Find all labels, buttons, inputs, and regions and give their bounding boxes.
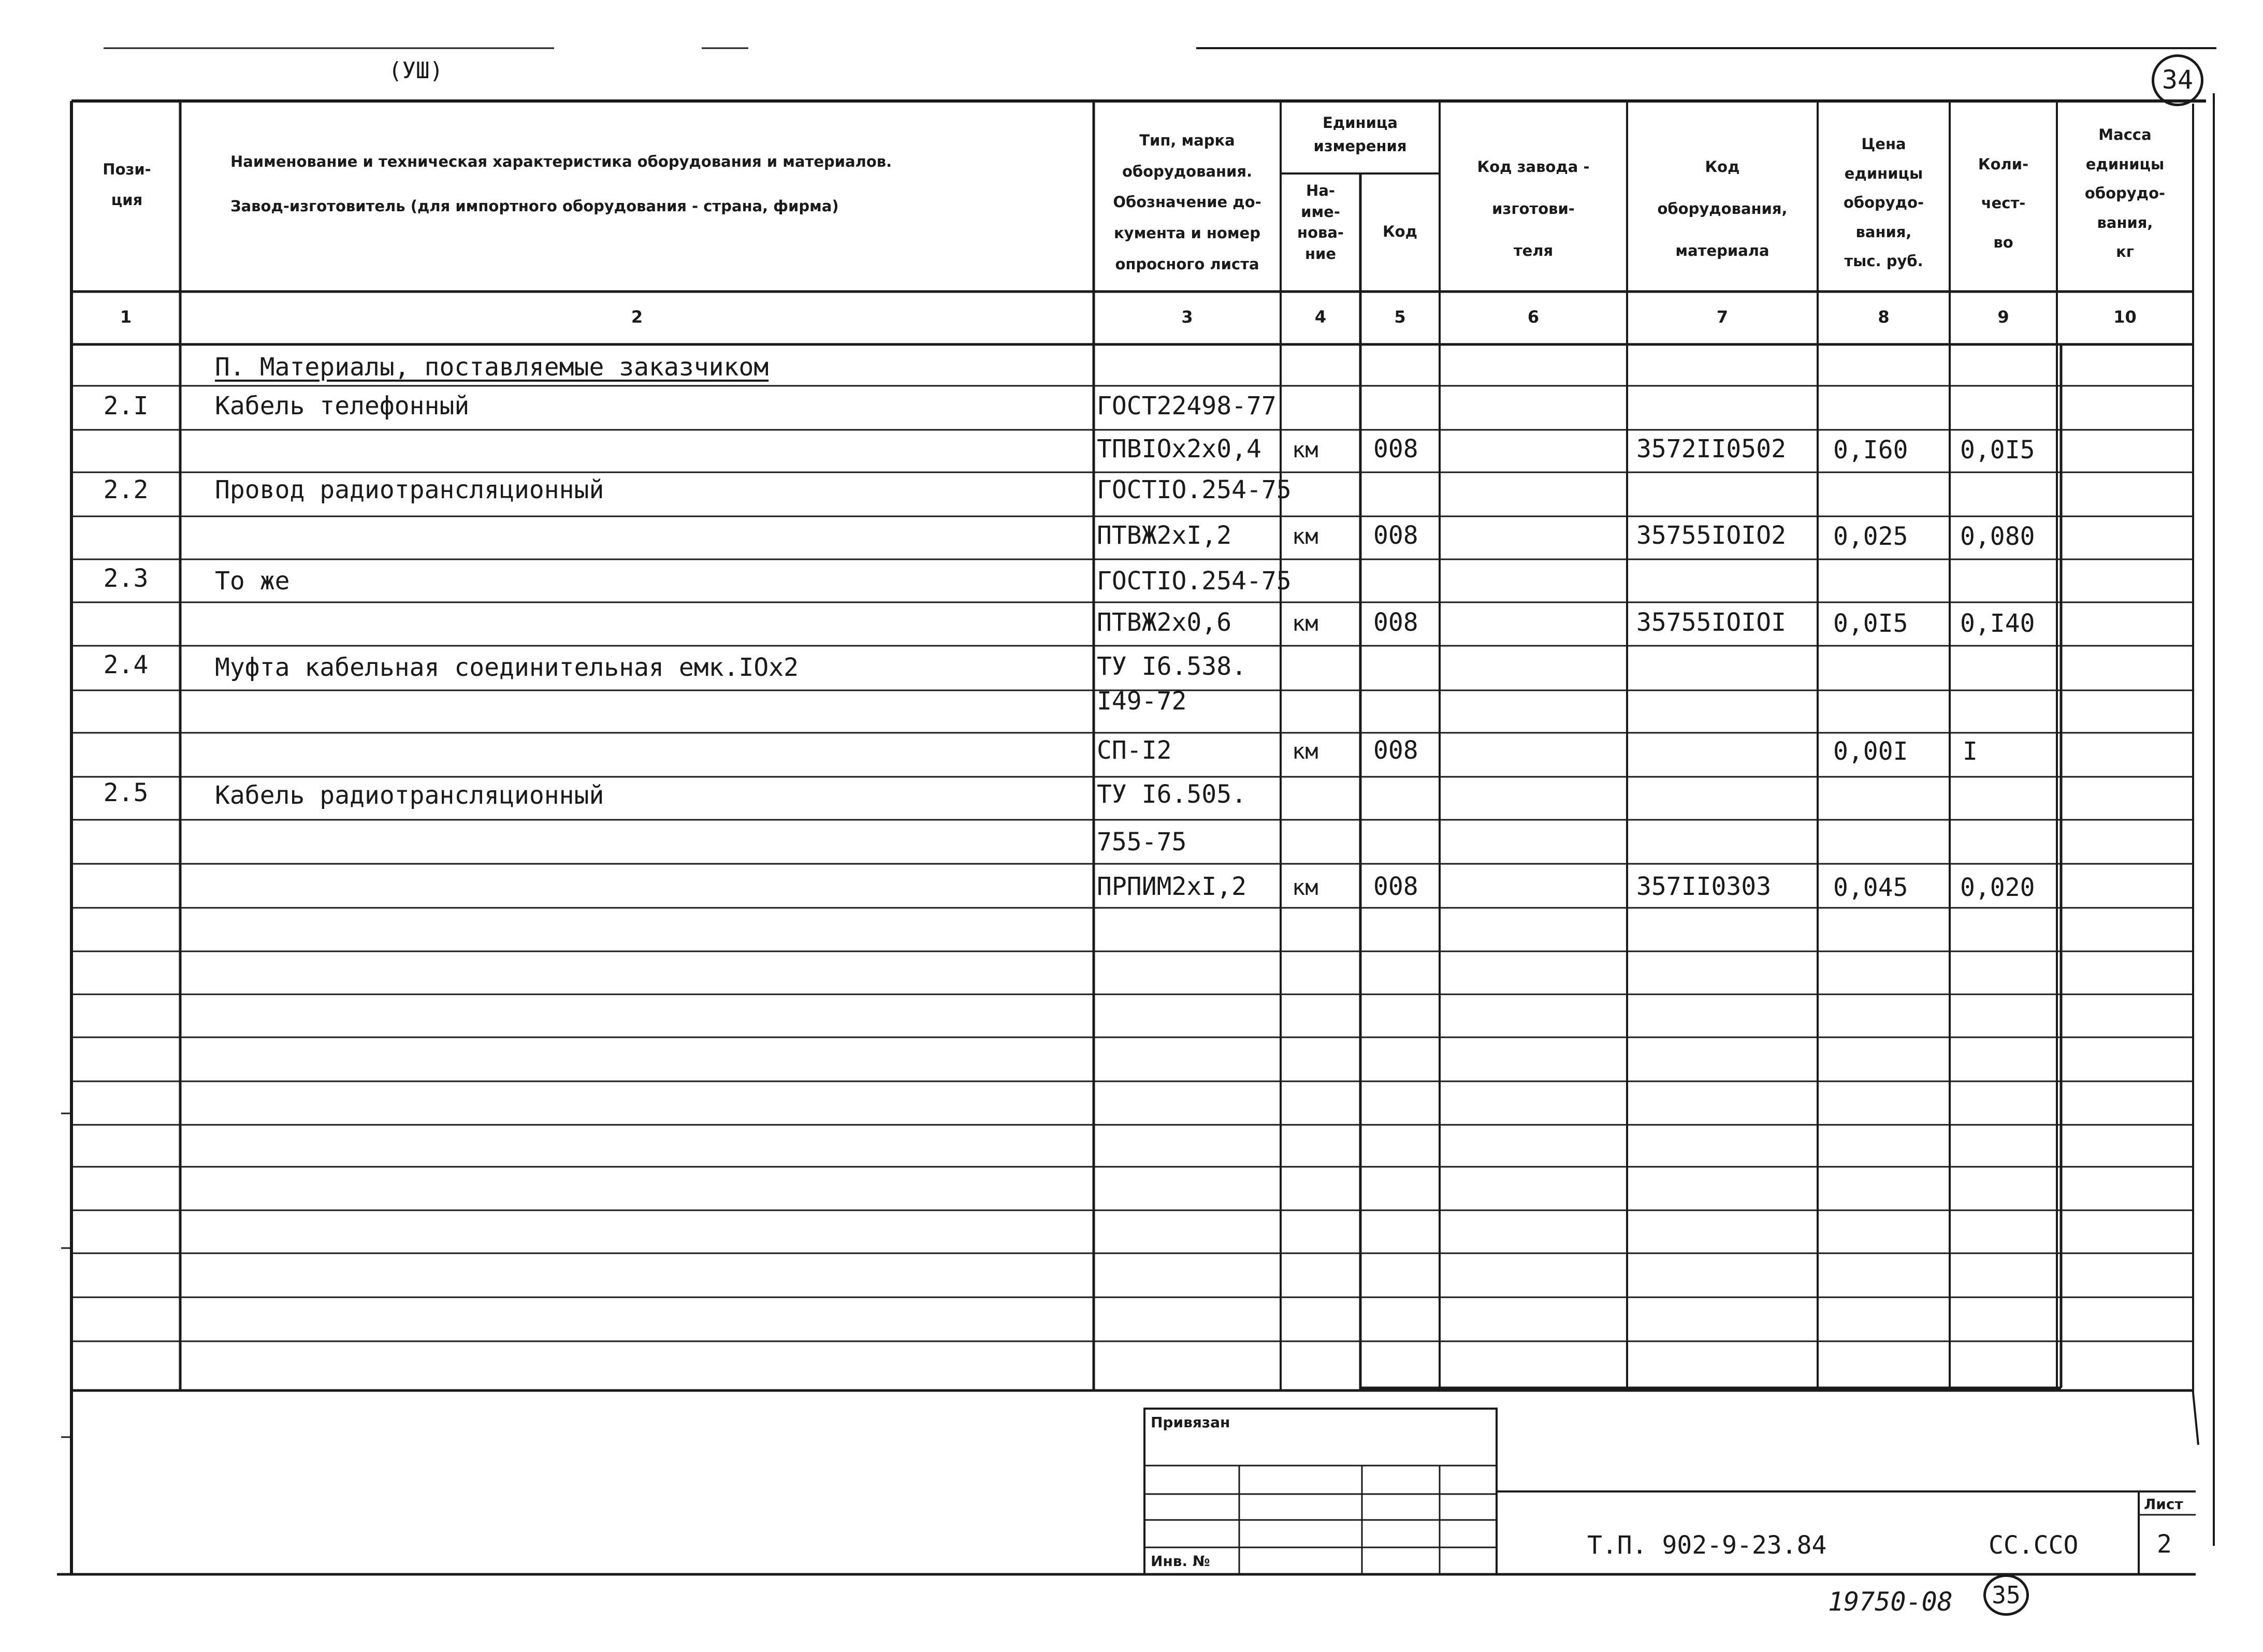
col-number-5: 5 <box>1394 307 1406 327</box>
row-equipment-code: 3572II0502 <box>1636 434 1786 463</box>
document-code: Т.П. 902-9-23.84 <box>1587 1531 1827 1560</box>
row-unit: км <box>1292 524 1318 549</box>
row-type: ГОСТIO.254-75 <box>1097 567 1292 596</box>
col-number-10: 10 <box>2113 307 2137 327</box>
col-number-7: 7 <box>1716 307 1729 327</box>
header-quantity: Коли- чест- во <box>1978 155 2029 251</box>
row-type: СП-I2 <box>1097 736 1172 765</box>
header-name: Наименование и техническая характеристика оборудования и материалов. Завод-изготовитель (для импортного оборудования - страна, фирма) <box>230 153 892 215</box>
row-equipment-code: 357II0303 <box>1636 872 1772 901</box>
header-unit-name: На- име- нова- ние <box>1297 182 1344 263</box>
row-position: 2.5 <box>103 778 149 807</box>
header-price: Цена единицы оборудо- вания, тыс. руб. <box>1843 135 1924 270</box>
header-mass: Масса единицы оборудо- вания, кг <box>2084 126 2166 261</box>
row-unit: км <box>1292 611 1318 636</box>
row-quantity: 0,020 <box>1960 873 2035 902</box>
row-type: ТПВIOх2х0,4 <box>1097 434 1261 463</box>
row-price: 0,045 <box>1833 873 1908 902</box>
header-position: Пози- ция <box>103 161 151 209</box>
page-number-circle-top: 34 <box>2152 54 2203 106</box>
row-unit: км <box>1292 437 1318 462</box>
row-position: 2.2 <box>103 475 149 504</box>
row-position: 2.I <box>103 392 149 421</box>
stamp-inventory-label: Инв. № <box>1151 1553 1210 1570</box>
row-unit-code: 008 <box>1373 521 1418 550</box>
col-number-1: 1 <box>120 307 132 327</box>
row-unit-code: 008 <box>1373 872 1418 901</box>
row-type: ПТВЖ2хI,2 <box>1097 521 1232 550</box>
row-unit: км <box>1292 738 1318 764</box>
section-title: П. Материалы, поставляемые заказчиком <box>215 353 769 382</box>
row-type: I49-72 <box>1097 687 1187 716</box>
col-number-8: 8 <box>1878 307 1890 327</box>
row-price: 0,00I <box>1833 737 1908 766</box>
sheet-mark: (УШ) <box>388 57 443 84</box>
row-name: Кабель радиотрансляционный <box>215 781 604 810</box>
row-name: То же <box>215 567 290 596</box>
row-name: Кабель телефонный <box>215 392 470 421</box>
col-number-9: 9 <box>1997 307 2009 327</box>
row-unit: км <box>1292 875 1318 900</box>
row-price: 0,0I5 <box>1833 609 1908 638</box>
header-unit-code: Код <box>1382 223 1418 240</box>
row-position: 2.4 <box>103 650 149 679</box>
row-equipment-code: 35755IOIOI <box>1636 608 1786 637</box>
row-quantity: 0,I40 <box>1960 609 2035 638</box>
sheet-number: 2 <box>2157 1530 2172 1559</box>
row-type: ПТВЖ2х0,6 <box>1097 608 1232 637</box>
row-name: Провод радиотрансляционный <box>215 475 604 504</box>
col-number-4: 4 <box>1314 307 1327 327</box>
header-type: Тип, марка оборудования. Обозначение до- кумента и номер опросного листа <box>1113 132 1261 273</box>
col-number-3: 3 <box>1181 307 1193 327</box>
header-equipment-code: Код оборудования, материала <box>1657 158 1788 260</box>
row-type: ГОСТIO.254-75 <box>1097 475 1292 504</box>
col-number-6: 6 <box>1527 307 1540 327</box>
page-number-circle-bottom: 35 <box>1983 1574 2029 1616</box>
row-type: 755-75 <box>1097 828 1187 857</box>
row-type: ПРПИМ2хI,2 <box>1097 872 1246 901</box>
row-quantity: I <box>1963 737 1978 766</box>
set-code: СС.ССО <box>1989 1531 2079 1560</box>
row-type: ТУ I6.538. <box>1097 652 1246 681</box>
archive-number: 19750-08 <box>1828 1587 1953 1617</box>
row-equipment-code: 35755IOIO2 <box>1636 521 1786 550</box>
row-position: 2.3 <box>103 564 149 593</box>
col-number-2: 2 <box>631 307 643 327</box>
header-unit: Единица измерения <box>1313 114 1407 155</box>
stamp-linked-label: Привязан <box>1151 1414 1230 1431</box>
sheet-label: Лист <box>2144 1496 2183 1513</box>
row-type: ГОСТ22498-77 <box>1097 392 1276 421</box>
row-unit-code: 008 <box>1373 434 1418 463</box>
row-unit-code: 008 <box>1373 608 1418 637</box>
row-name: Муфта кабельная соединительная емк.IOх2 <box>215 653 799 682</box>
header-factory-code: Код завода - изготови- теля <box>1477 158 1590 260</box>
row-quantity: 0,080 <box>1960 522 2035 551</box>
row-quantity: 0,0I5 <box>1960 436 2035 465</box>
row-price: 0,025 <box>1833 522 1908 551</box>
row-type: ТУ I6.505. <box>1097 780 1246 809</box>
row-price: 0,I60 <box>1833 436 1908 465</box>
row-unit-code: 008 <box>1373 736 1418 765</box>
